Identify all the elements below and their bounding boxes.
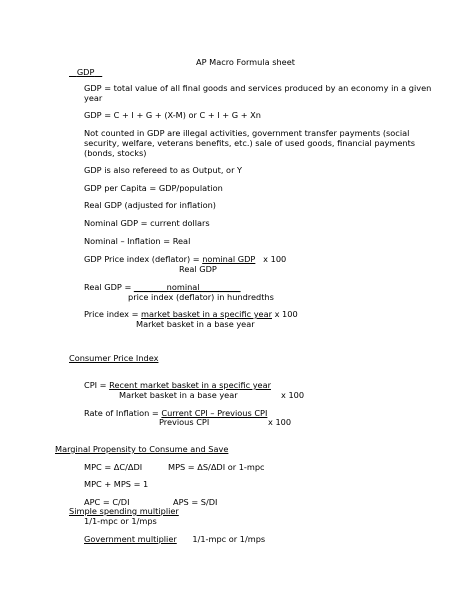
- real-gdp-formula: Real GDP = ________nominal__________: [84, 282, 241, 292]
- apc-formula: APC = C/DI: [84, 497, 130, 507]
- inflation-denominator: Previous CPI: [159, 417, 210, 427]
- not-counted-text: Not counted in GDP are illegal activities, government transfer payments (social: [84, 128, 410, 138]
- cpi-times-100: x 100: [281, 390, 305, 400]
- real-gdp-text: Real GDP (adjusted for inflation): [84, 200, 217, 210]
- not-counted-text-2: security, welfare, veterans benefits, etc.) sale of used goods, financial payments: [84, 138, 416, 148]
- page-title: AP Macro Formula sheet: [196, 57, 295, 67]
- not-counted-text-3: (bonds, stocks): [84, 148, 147, 158]
- gdp-formula: GDP = C + I + G + (X-M) or C + I + G + Xn: [84, 110, 261, 120]
- aps-formula: APS = S/DI: [173, 497, 218, 507]
- cpi-formula: CPI = Recent market basket in a specific year: [84, 380, 271, 390]
- gdp-heading: GDP: [76, 67, 95, 77]
- deflator-formula: GDP Price index (deflator) = nominal GDP x 100: [84, 254, 287, 264]
- real-gdp-denominator: price index (deflator) in hundredths: [128, 292, 274, 302]
- cpi-denominator: Market basket in a base year: [119, 390, 238, 400]
- nominal-gdp-text: Nominal GDP = current dollars: [84, 218, 210, 228]
- mps-formula: MPS = ΔS/ΔDI or 1-mpc: [168, 462, 265, 472]
- mpc-formula: MPC = ΔC/ΔDI: [84, 462, 143, 472]
- price-index-denominator: Market basket in a base year: [136, 319, 255, 329]
- gdp-definition: GDP = total value of all final goods and services produced by an economy in a given: [84, 83, 432, 93]
- mpc-heading: Marginal Propensity to Consume and Save: [55, 444, 229, 454]
- inflation-formula: Rate of Inflation = Current CPI – Previous CPI: [84, 408, 268, 418]
- govt-multiplier: Government multiplier 1/1-mpc or 1/mps: [84, 534, 266, 544]
- cpi-heading: Consumer Price Index: [69, 353, 159, 363]
- gdp-definition-cont: year: [84, 93, 103, 103]
- inflation-times-100: x 100: [268, 417, 292, 427]
- price-index-formula: Price index = market basket in a specific year x 100: [84, 309, 298, 319]
- mpc-mps-sum: MPC + MPS = 1: [84, 479, 149, 489]
- spending-multiplier-label: Simple spending multiplier: [69, 506, 179, 516]
- spending-multiplier: 1/1-mpc or 1/mps: [84, 516, 157, 526]
- gdp-per-capita: GDP per Capita = GDP/population: [84, 183, 223, 193]
- deflator-denominator: Real GDP: [179, 264, 217, 274]
- output-text: GDP is also refereed to as Output, or Y: [84, 165, 243, 175]
- nominal-minus-inflation: Nominal – Inflation = Real: [84, 236, 191, 246]
